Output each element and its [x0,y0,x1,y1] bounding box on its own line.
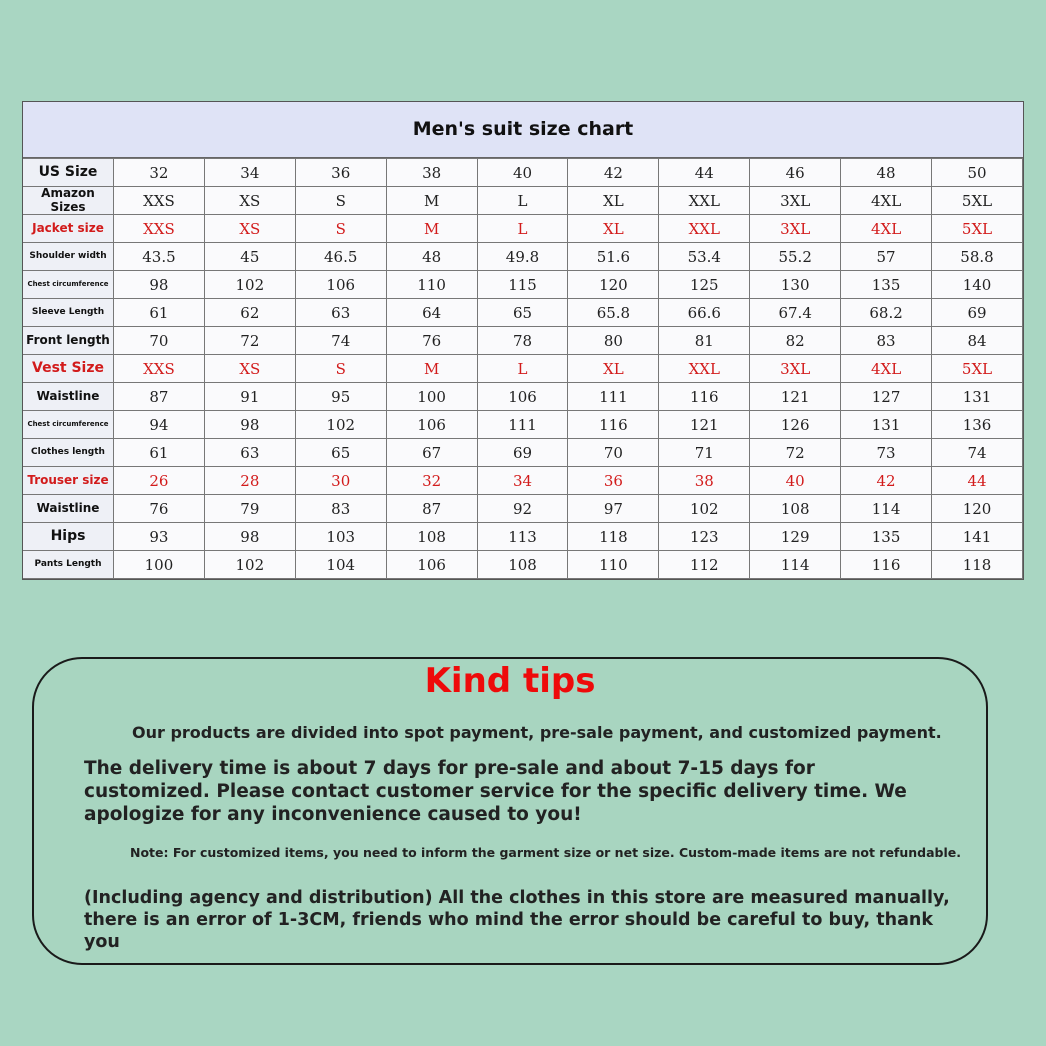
cell: 136 [932,411,1023,439]
row-vest-waistline [23,383,1023,411]
row-label: Clothes length [23,439,114,467]
cell: 3XL [750,355,841,383]
cell: 140 [932,271,1023,299]
cell: 44 [659,159,750,187]
cell: 116 [659,383,750,411]
cell: 126 [750,411,841,439]
cell: 76 [114,495,205,523]
cell: XXS [114,355,205,383]
cell: 106 [386,411,477,439]
cell: 113 [477,523,568,551]
cell: 58.8 [932,243,1023,271]
cell: M [386,355,477,383]
cell: 116 [568,411,659,439]
cell: 121 [659,411,750,439]
cell: 3XL [750,215,841,243]
cell: 110 [386,271,477,299]
cell: 84 [932,327,1023,355]
cell: 43.5 [114,243,205,271]
cell: 111 [568,383,659,411]
row-label: Hips [23,523,114,551]
cell: 112 [659,551,750,579]
cell: 83 [841,327,932,355]
cell: 82 [750,327,841,355]
tip-customized-note: Note: For customized items, you need to inform the garment size or net size. Custom-made items are not refundable. [130,845,962,860]
row-label: Amazon Sizes [23,187,114,215]
row-clothes-length [23,439,1023,467]
cell: 63 [204,439,295,467]
cell: M [386,215,477,243]
cell: 4XL [841,355,932,383]
cell: 36 [295,159,386,187]
cell: 104 [295,551,386,579]
cell: 118 [932,551,1023,579]
cell: 64 [386,299,477,327]
cell: 102 [659,495,750,523]
cell: XXS [114,187,205,215]
cell: 34 [204,159,295,187]
cell: 135 [841,523,932,551]
cell: XL [568,355,659,383]
cell: 87 [386,495,477,523]
cell: 110 [568,551,659,579]
row-label: US Size [23,159,114,187]
row-jacket-size [23,215,1023,243]
cell: 91 [204,383,295,411]
cell: 98 [204,523,295,551]
cell: 78 [477,327,568,355]
cell: 106 [295,271,386,299]
cell: 73 [841,439,932,467]
cell: 50 [932,159,1023,187]
cell: 74 [295,327,386,355]
cell: L [477,355,568,383]
cell: 81 [659,327,750,355]
cell: 70 [568,439,659,467]
row-vest-chest [23,411,1023,439]
cell: 103 [295,523,386,551]
row-label: Chest circumference [23,271,114,299]
cell: 95 [295,383,386,411]
row-us-size [23,159,1023,187]
tip-delivery-time: The delivery time is about 7 days for pre-sale and about 7-15 days for customized. Please contact customer service for the specific delivery time. We apologize for any inconvenience caused to you! [84,758,907,825]
cell: 92 [477,495,568,523]
cell: 116 [841,551,932,579]
cell: 70 [114,327,205,355]
cell: 42 [568,159,659,187]
row-label: Pants Length [23,551,114,579]
cell: 30 [295,467,386,495]
cell: 98 [114,271,205,299]
cell: 32 [114,159,205,187]
cell: 53.4 [659,243,750,271]
cell: 61 [114,299,205,327]
cell: 130 [750,271,841,299]
cell: 5XL [932,355,1023,383]
row-shoulder-width [23,243,1023,271]
cell: 36 [568,467,659,495]
cell: 45 [204,243,295,271]
cell: 120 [568,271,659,299]
cell: 74 [932,439,1023,467]
cell: S [295,215,386,243]
kind-tips-box [32,657,988,965]
row-label: Trouser size [23,467,114,495]
cell: M [386,187,477,215]
cell: 125 [659,271,750,299]
cell: S [295,355,386,383]
cell: 26 [114,467,205,495]
cell: 61 [114,439,205,467]
cell: 114 [841,495,932,523]
cell: 65 [477,299,568,327]
row-label: Waistline [23,495,114,523]
row-sleeve-length [23,299,1023,327]
cell: 111 [477,411,568,439]
cell: 106 [386,551,477,579]
cell: 108 [750,495,841,523]
cell: 49.8 [477,243,568,271]
cell: XXS [114,215,205,243]
cell: 120 [932,495,1023,523]
cell: 67.4 [750,299,841,327]
cell: 72 [750,439,841,467]
cell: 38 [386,159,477,187]
cell: 63 [295,299,386,327]
cell: 66.6 [659,299,750,327]
row-label: Vest Size [23,355,114,383]
tip-payment-types: Our products are divided into spot payment, pre-sale payment, and customized payment. [132,723,942,742]
row-amazon-sizes [23,187,1023,215]
cell: 129 [750,523,841,551]
cell: XS [204,187,295,215]
cell: 108 [386,523,477,551]
cell: 93 [114,523,205,551]
cell: 32 [386,467,477,495]
cell: 131 [932,383,1023,411]
cell: 46 [750,159,841,187]
cell: 69 [477,439,568,467]
cell: XXL [659,215,750,243]
cell: 87 [114,383,205,411]
cell: L [477,215,568,243]
cell: 79 [204,495,295,523]
cell: S [295,187,386,215]
row-label: Waistline [23,383,114,411]
cell: 44 [932,467,1023,495]
cell: 141 [932,523,1023,551]
cell: 67 [386,439,477,467]
cell: 65.8 [568,299,659,327]
row-vest-size [23,355,1023,383]
cell: 118 [568,523,659,551]
cell: 135 [841,271,932,299]
cell: 94 [114,411,205,439]
cell: 100 [114,551,205,579]
row-pants-length [23,551,1023,579]
row-label: Chest circumference [23,411,114,439]
cell: 62 [204,299,295,327]
cell: 114 [750,551,841,579]
tip-measurement-error: (Including agency and distribution) All the clothes in this store are measured manually, there is an error of 1-3CM, friends who mind the error should be careful to buy, thank you [84,888,950,952]
row-chest-circumference [23,271,1023,299]
cell: 48 [841,159,932,187]
cell: 83 [295,495,386,523]
cell: 123 [659,523,750,551]
cell: 5XL [932,215,1023,243]
cell: XS [204,215,295,243]
cell: 127 [841,383,932,411]
row-hips [23,523,1023,551]
cell: 98 [204,411,295,439]
cell: 4XL [841,215,932,243]
cell: 55.2 [750,243,841,271]
row-trouser-size [23,467,1023,495]
chart-title: Men's suit size chart [23,102,1023,158]
cell: XL [568,215,659,243]
cell: 57 [841,243,932,271]
cell: 48 [386,243,477,271]
cell: 115 [477,271,568,299]
cell: 51.6 [568,243,659,271]
size-chart [22,101,1024,580]
cell: XXL [659,187,750,215]
row-label: Jacket size [23,215,114,243]
cell: 68.2 [841,299,932,327]
row-label: Front length [23,327,114,355]
cell: 42 [841,467,932,495]
cell: 97 [568,495,659,523]
cell: 131 [841,411,932,439]
cell: 40 [750,467,841,495]
tips-title: Kind tips [424,661,596,701]
cell: 108 [477,551,568,579]
row-label: Shoulder width [23,243,114,271]
cell: 100 [386,383,477,411]
cell: 28 [204,467,295,495]
cell: 34 [477,467,568,495]
cell: 72 [204,327,295,355]
cell: 5XL [932,187,1023,215]
cell: 4XL [841,187,932,215]
cell: 3XL [750,187,841,215]
cell: XS [204,355,295,383]
row-front-length [23,327,1023,355]
cell: 80 [568,327,659,355]
cell: 76 [386,327,477,355]
cell: 102 [204,271,295,299]
cell: 65 [295,439,386,467]
cell: XL [568,187,659,215]
cell: 121 [750,383,841,411]
cell: 71 [659,439,750,467]
row-label: Sleeve Length [23,299,114,327]
cell: 106 [477,383,568,411]
cell: XXL [659,355,750,383]
cell: 102 [204,551,295,579]
cell: 46.5 [295,243,386,271]
size-table [23,158,1023,579]
row-trouser-waistline [23,495,1023,523]
cell: L [477,187,568,215]
cell: 40 [477,159,568,187]
cell: 69 [932,299,1023,327]
cell: 102 [295,411,386,439]
cell: 38 [659,467,750,495]
